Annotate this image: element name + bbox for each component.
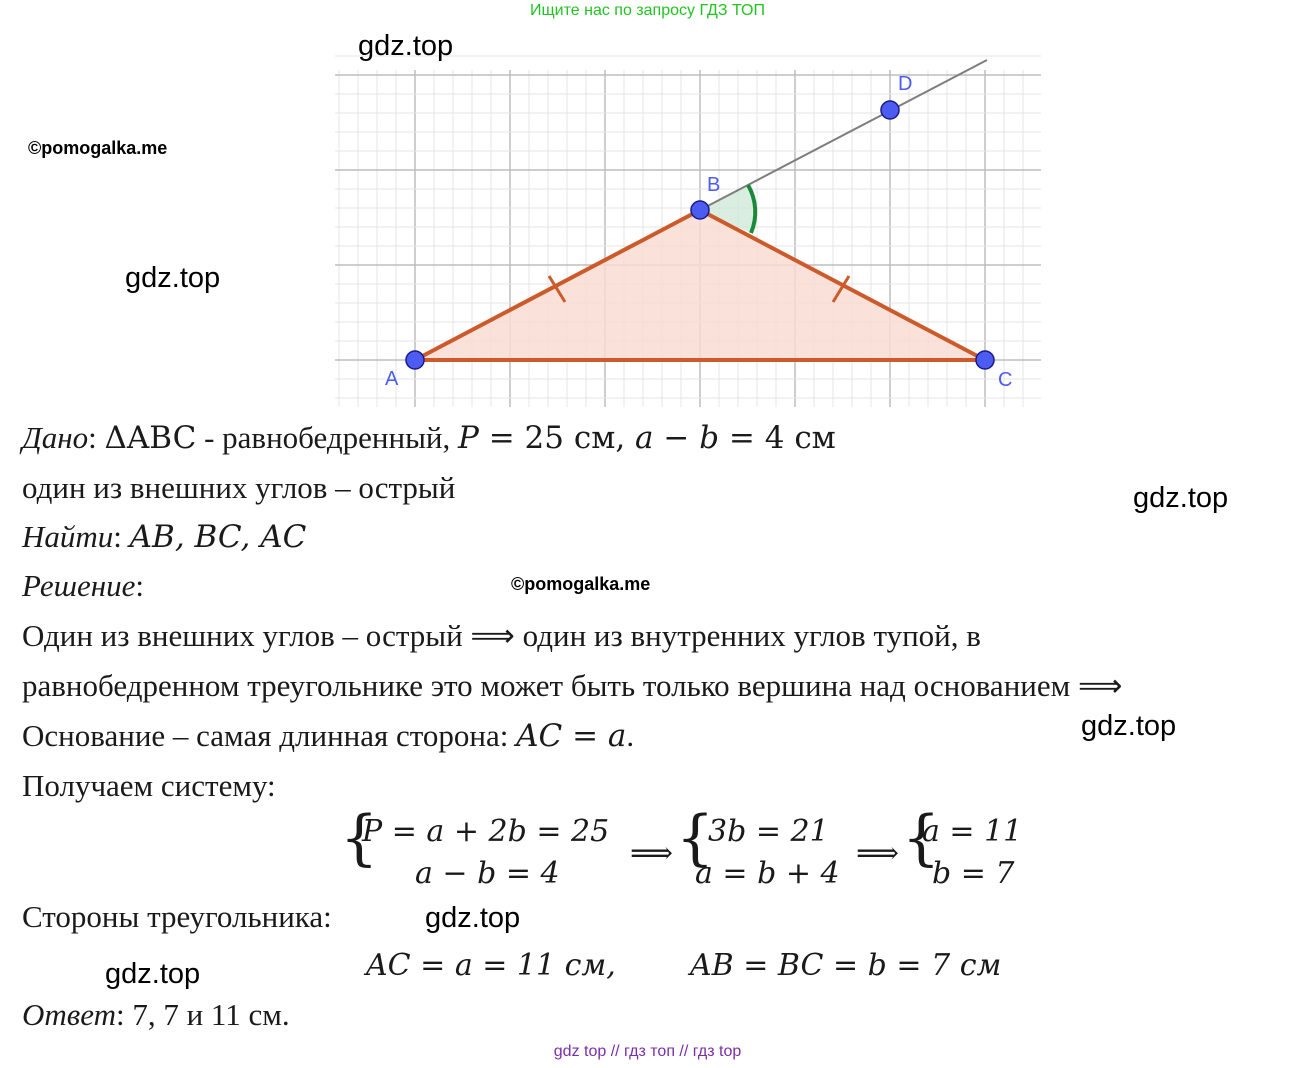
find-values: AB, BC, AC xyxy=(129,519,307,555)
answer-line xyxy=(22,997,290,1033)
system-2-top-text: 3b = 21 xyxy=(708,814,829,849)
given-triangle: ΔABC xyxy=(104,420,197,456)
system-2-bottom-text: a = b + 4 xyxy=(695,856,840,891)
system-1-bottom xyxy=(415,856,560,891)
system-arrow-1: ⟹ xyxy=(630,836,674,871)
system-3-bottom xyxy=(932,856,1015,891)
answer-text: : 7, 7 и 11 см. xyxy=(115,997,290,1032)
result-ac-text: AC = a = 11 см, xyxy=(366,948,616,983)
given-text: - равнобедренный, xyxy=(196,420,458,455)
triangle-fill xyxy=(415,210,985,360)
point-b xyxy=(691,201,709,219)
given-a: a xyxy=(635,420,654,456)
watermark-pomogalka-1: ©pomogalka.me xyxy=(28,138,168,158)
given-minus: − xyxy=(653,420,700,456)
given-b: b xyxy=(699,420,720,456)
watermark-gdz-6: gdz.top xyxy=(105,958,201,990)
point-c xyxy=(976,351,994,369)
label-d: D xyxy=(898,73,913,95)
given-line-1: Дано: ΔABC - равнобедренный, P = 25 см, a − b = 4 см xyxy=(22,420,836,456)
watermark-pomogalka-2: ©pomogalka.me xyxy=(511,574,651,594)
footer-links: gdz top // гдз топ // гдз top xyxy=(553,1043,742,1060)
ray-bd xyxy=(700,60,987,210)
watermark-gdz-4: gdz.top xyxy=(1081,710,1177,742)
solution-line-4: Получаем систему: xyxy=(22,768,276,803)
given-eq4: = 4 см xyxy=(719,420,836,456)
find-label: Найти xyxy=(22,519,114,554)
point-a xyxy=(406,351,424,369)
label-a: A xyxy=(385,368,399,390)
result-ab xyxy=(690,948,1001,983)
watermark-gdz-5: gdz.top xyxy=(425,902,521,934)
given-perimeter: = 25 см, xyxy=(478,420,636,456)
system-2-brace: { xyxy=(676,803,715,873)
system-3-bottom-text: b = 7 xyxy=(932,856,1015,891)
solution-line-3-end: . xyxy=(626,718,635,753)
label-c: C xyxy=(998,369,1013,391)
system-arrow-2: ⟹ xyxy=(856,836,900,871)
watermark-gdz-2: gdz.top xyxy=(125,262,221,294)
system-1-brace: { xyxy=(340,803,379,873)
answer-label: Ответ xyxy=(22,997,116,1032)
find-line: Найти: AB, BC, AC xyxy=(22,519,307,555)
point-d xyxy=(881,101,899,119)
watermark-gdz-1: gdz.top xyxy=(358,30,454,62)
system-1-top xyxy=(362,814,609,849)
solution-heading: Решение: xyxy=(22,568,144,603)
watermark-gdz-3: gdz.top xyxy=(1133,482,1229,514)
label-b: B xyxy=(707,174,721,196)
given-label: Дано xyxy=(22,420,89,455)
system-1-top-text: P = a + 2b = 25 xyxy=(362,814,610,849)
solution-label: Решение xyxy=(22,568,136,603)
solution-line-2: равнобедренном треугольнике это может быть только вершина над основанием ⟹ xyxy=(22,668,1123,703)
system-3-brace: { xyxy=(902,803,941,873)
top-banner: Ищите нас по запросу ГДЗ ТОП xyxy=(530,2,765,19)
system-2-top xyxy=(708,814,829,849)
solution-line-3-math: AC = a xyxy=(516,718,627,754)
system-3-top xyxy=(922,814,1022,849)
sides-label: Стороны треугольника: xyxy=(22,899,332,934)
solution-line-3 xyxy=(22,718,634,754)
system-2-bottom xyxy=(695,856,840,891)
solution-line-1: Один из внешних углов – острый ⟹ один из внутренних углов тупой, в xyxy=(22,618,981,653)
system-1-bottom-text: a − b = 4 xyxy=(415,856,560,891)
given-p: P xyxy=(458,420,479,456)
system-3-top-text: a = 11 xyxy=(922,814,1023,849)
given-line-2: один из внешних углов – острый xyxy=(22,470,456,505)
solution-line-3-text: Основание – самая длинная сторона: xyxy=(22,718,517,753)
triangle-figure xyxy=(335,55,1041,407)
result-ab-text: AB = BC = b = 7 см xyxy=(690,948,1002,983)
result-ac xyxy=(366,948,616,983)
